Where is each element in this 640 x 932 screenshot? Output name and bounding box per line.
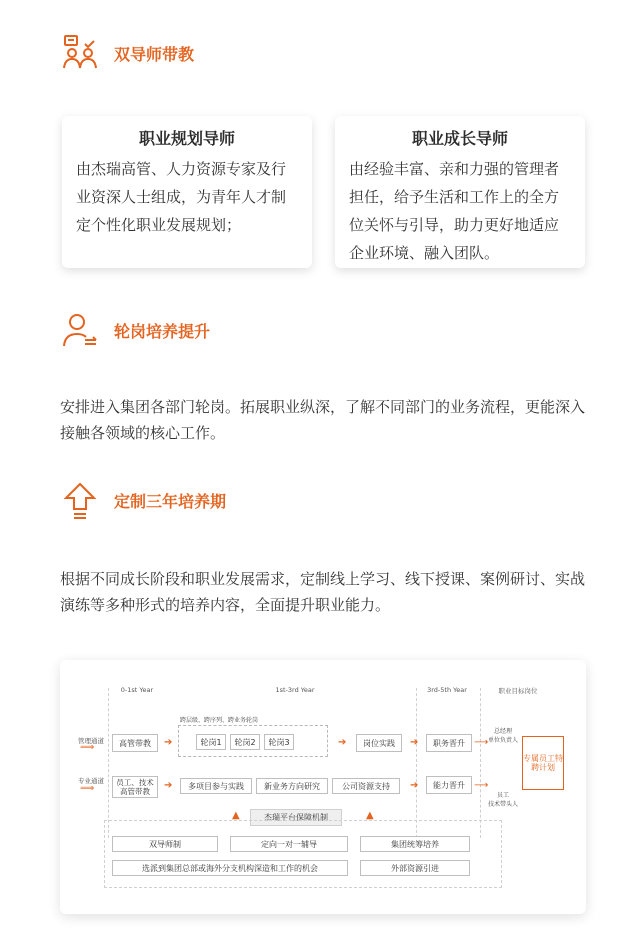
card-title: 职业成长导师 <box>411 129 508 148</box>
mentors-icon <box>60 33 100 73</box>
plan-paragraph: 根据不同成长阶段和职业发展需求，定制线上学习、线下授课、案例研讨、实战演练等多种形式的培养内容，全面提升职业能力。 <box>60 570 586 614</box>
section-header-rotation <box>60 310 210 350</box>
rotation-box: 轮岗2 <box>230 734 260 750</box>
career-growth-mentor-card <box>335 116 585 268</box>
flow-arrow: ➔ <box>164 780 173 791</box>
section-title: 轮岗培养提升 <box>114 321 211 341</box>
special-plan-box: 专属员工特聘计划 <box>522 736 564 790</box>
support-group <box>104 820 502 888</box>
rotation-paragraph: 安排进入集团各部门轮岗。拓展职业纵深，了解不同部门的业务流程，更能深入接触各领域的核心工作。 <box>60 398 586 442</box>
mgmt-start-box: 高管带教 <box>112 734 158 752</box>
flow-arrow: ⟶ <box>474 737 489 748</box>
flow-arrow: ➔ <box>338 737 347 748</box>
rotation-box: 轮岗3 <box>264 734 294 750</box>
promotion-box: 职务晋升 <box>426 734 472 752</box>
support-box: 集团统筹培养 <box>360 836 470 852</box>
support-box: 双导师制 <box>112 836 218 852</box>
flow-arrow: ➔ <box>164 737 173 748</box>
up-arrow: ▲ <box>232 810 240 821</box>
ability-promotion-box: 能力晋升 <box>426 776 472 794</box>
new-business-box: 新业务方向研究 <box>256 778 328 794</box>
phase-header: 0-1st Year <box>120 686 154 694</box>
phase-divider <box>480 688 481 838</box>
resource-support-box: 公司资源支持 <box>332 778 400 794</box>
phase-header: 职业目标岗位 <box>498 687 538 695</box>
card-title: 职业规划导师 <box>138 129 235 148</box>
phase-header: 3rd-5th Year <box>427 686 467 694</box>
section-title: 定制三年培养期 <box>114 491 227 511</box>
phase-divider <box>108 688 109 838</box>
lane-label-professional: 专业通道 <box>78 777 104 785</box>
flow-arrow: ⟶ <box>474 780 489 791</box>
training-path-diagram <box>60 660 586 914</box>
section-title: 双导师带教 <box>114 44 195 64</box>
section-header-plan <box>60 480 226 520</box>
practice-box: 岗位实践 <box>356 734 402 752</box>
multi-project-box: 多项目参与实践 <box>180 778 252 794</box>
lane-label-management: 管理通道 <box>78 737 104 745</box>
flow-arrow: ➔ <box>410 737 419 748</box>
flow-arrow: ➔ <box>410 780 419 791</box>
pro-start-box: 员工、技术高管带教 <box>112 776 158 798</box>
lane-arrow: ⟹ <box>80 742 95 753</box>
card-text: 由经验丰富、亲和力强的管理者担任，给予生活和工作上的全方位关怀与引导，助力更好地适应企业环境、融入团队。 <box>349 160 560 262</box>
support-box: 选派到集团总部或海外分支机构深造和工作的机会 <box>112 860 348 876</box>
mgmt-target: 总经理 单位负责人 <box>488 728 519 744</box>
up-arrow: ▲ <box>366 810 374 821</box>
pro-target: 员工 技术带头人 <box>488 792 519 808</box>
support-box: 外部资源引进 <box>360 860 470 876</box>
phase-divider <box>416 688 417 838</box>
phase-header: 1st-3rd Year <box>275 686 315 694</box>
support-box: 定向一对一辅导 <box>230 836 348 852</box>
lane-arrow: ⟹ <box>80 783 95 794</box>
platform-box: 杰瑞平台保障机制 <box>250 809 342 826</box>
rotation-box: 轮岗1 <box>196 734 226 750</box>
section-header-mentors <box>60 33 194 73</box>
card-text: 由杰瑞高管、人力资源专家及行业资深人士组成，为青年人才制定个性化职业发展规划； <box>76 160 287 234</box>
upgrade-arrow-icon <box>60 480 100 520</box>
rotation-group-label: 跨层级、跨序列、跨业务轮岗 <box>180 717 259 724</box>
user-rotation-icon <box>60 310 100 350</box>
career-planning-mentor-card <box>62 116 312 268</box>
